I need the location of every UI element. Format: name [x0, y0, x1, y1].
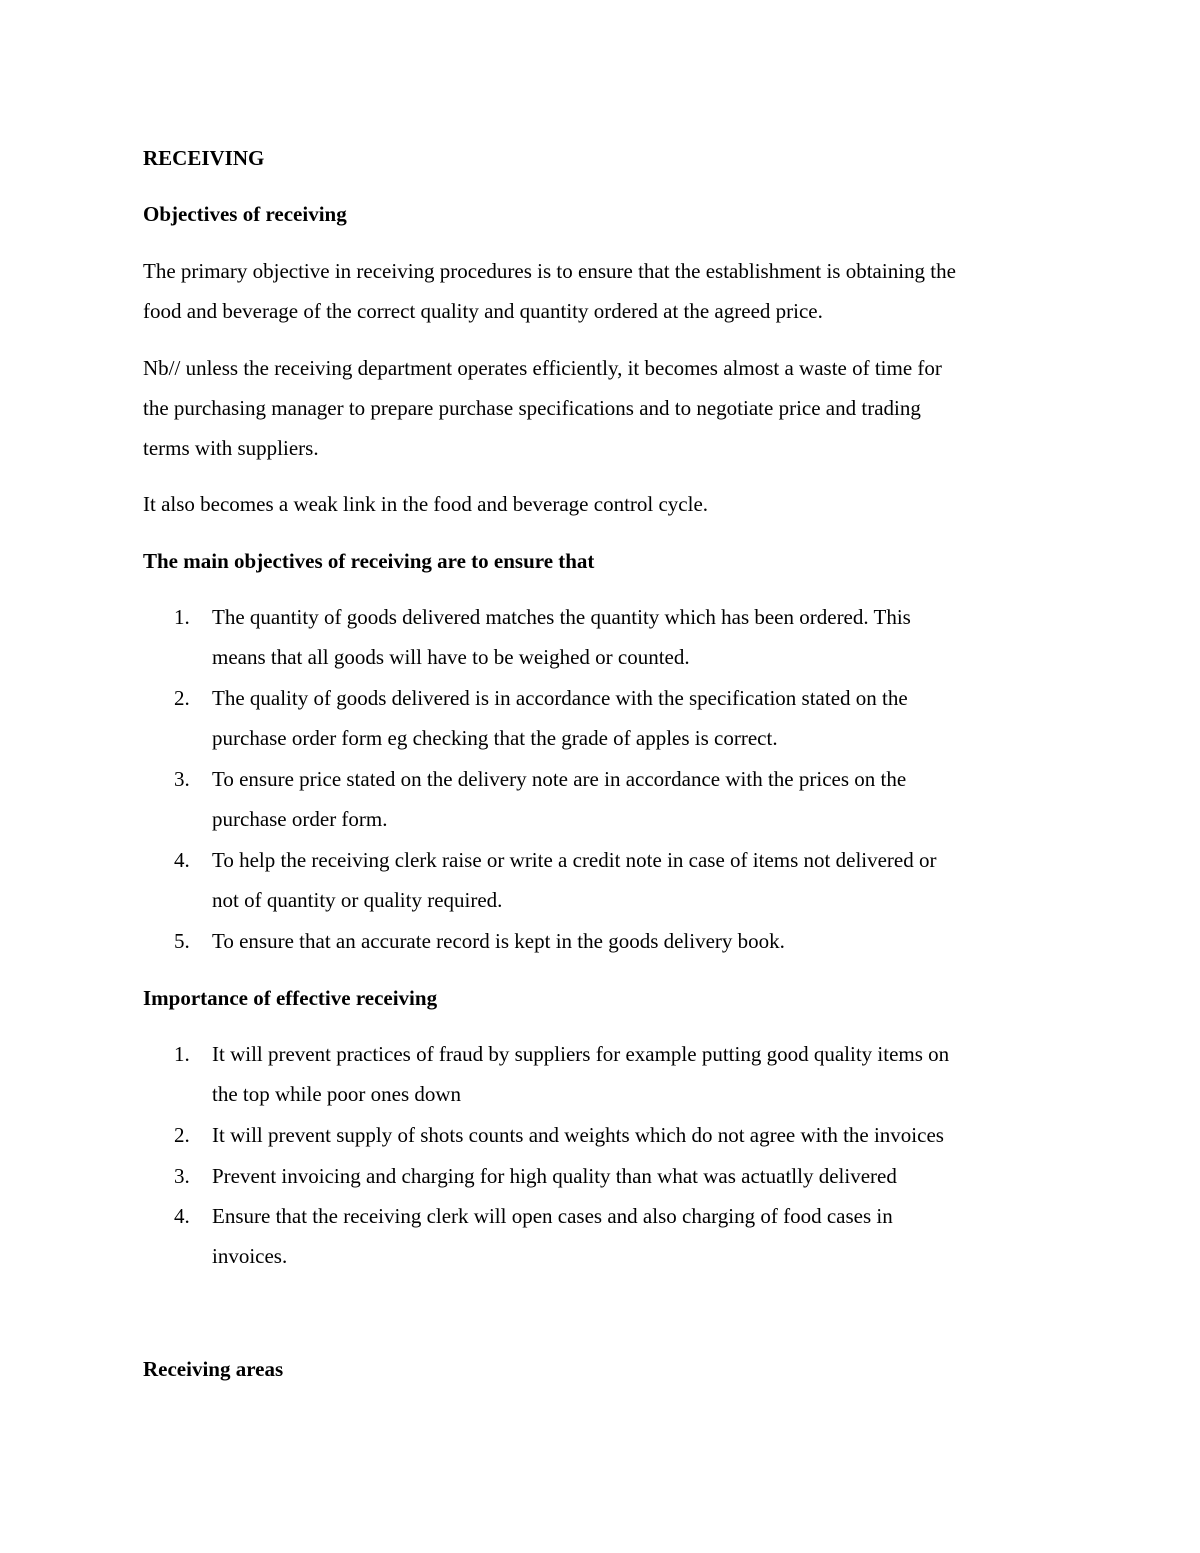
list-number: 2.: [174, 1123, 190, 1147]
objectives-heading: Objectives of receiving: [143, 202, 347, 226]
list-number: 1.: [174, 605, 190, 629]
list-item: the top while poor ones down: [212, 1082, 462, 1106]
paragraph-line: It also becomes a weak link in the food and beverage control cycle.: [143, 492, 709, 516]
paragraph-line: The primary objective in receiving procedures is to ensure that the establishment is obtaining the: [143, 259, 956, 283]
list-item: It will prevent practices of fraud by suppliers for example putting good quality items on: [212, 1042, 950, 1066]
document-title: RECEIVING: [143, 146, 265, 170]
importance-heading: Importance of effective receiving: [143, 986, 438, 1010]
paragraph-line: food and beverage of the correct quality and quantity ordered at the agreed price.: [143, 299, 823, 323]
list-item: The quantity of goods delivered matches the quantity which has been ordered. This: [212, 605, 911, 629]
list-item: not of quantity or quality required.: [212, 888, 503, 912]
list-item: The quality of goods delivered is in accordance with the specification stated on the: [212, 686, 908, 710]
list-item: purchase order form eg checking that the grade of apples is correct.: [212, 726, 778, 750]
list-number: 5.: [174, 929, 190, 953]
list-number: 2.: [174, 686, 190, 710]
list-item: invoices.: [212, 1244, 288, 1268]
list-number: 4.: [174, 848, 190, 872]
list-item: To ensure that an accurate record is kept in the goods delivery book.: [212, 929, 785, 953]
list-number: 1.: [174, 1042, 190, 1066]
paragraph-line: terms with suppliers.: [143, 436, 319, 460]
list-item: Ensure that the receiving clerk will open cases and also charging of food cases in: [212, 1204, 893, 1228]
paragraph-line: Nb// unless the receiving department operates efficiently, it becomes almost a waste of time for: [143, 356, 942, 380]
list-item: It will prevent supply of shots counts and weights which do not agree with the invoices: [212, 1123, 944, 1147]
receiving-areas-heading: Receiving areas: [143, 1357, 284, 1381]
list-number: 4.: [174, 1204, 190, 1228]
list-item: Prevent invoicing and charging for high quality than what was actuatlly delivered: [212, 1164, 897, 1188]
list-item: means that all goods will have to be weighed or counted.: [212, 645, 690, 669]
list-number: 3.: [174, 1164, 190, 1188]
main-objectives-heading: The main objectives of receiving are to ensure that: [143, 549, 595, 573]
list-number: 3.: [174, 767, 190, 791]
list-item: purchase order form.: [212, 807, 388, 831]
list-item: To ensure price stated on the delivery note are in accordance with the prices on the: [212, 767, 907, 791]
paragraph-line: the purchasing manager to prepare purchase specifications and to negotiate price and trading: [143, 396, 921, 420]
list-item: To help the receiving clerk raise or write a credit note in case of items not delivered or: [212, 848, 937, 872]
